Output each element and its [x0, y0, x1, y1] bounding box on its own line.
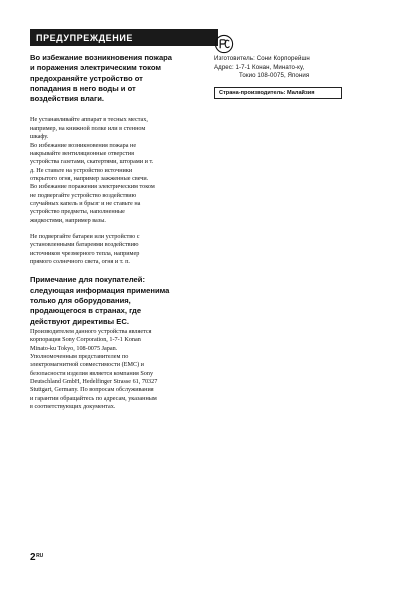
warning-heading-line: воздействия влаги. — [30, 94, 104, 104]
text-line: открытого огня, например зажженные свечи. — [30, 174, 149, 182]
paragraph-manufacturer-eu — [30, 328, 218, 411]
country-of-origin-box: Страна-производитель: Малайзия — [214, 87, 342, 99]
page-number — [30, 552, 43, 563]
manufacturer-address-line: Адрес: 1-7-1 Конан, Минато-ку, — [214, 63, 305, 71]
manufacturer-address-line: Токио 108-0075, Япония — [239, 72, 310, 80]
customer-heading-line: продающегося в странах, где — [30, 306, 142, 316]
warning-heading-line: предохраняйте устройство от — [30, 73, 143, 83]
rst-certification-mark-icon — [214, 34, 234, 54]
text-line: жидкостями, например вазы. — [30, 216, 106, 224]
text-line: безопасности изделия является компания Sony — [30, 369, 154, 377]
paragraph-batteries — [30, 233, 218, 266]
right-column — [214, 34, 364, 99]
warning-header: ПРЕДУПРЕЖДЕНИЕ — [30, 29, 218, 46]
text-line: устройство предметы, наполненные — [30, 208, 125, 216]
paragraph-shock — [30, 183, 218, 225]
text-line: д. Не ставьте на устройство источники — [30, 166, 133, 174]
warning-heading — [30, 53, 218, 104]
warning-heading-line: и поражения электрическим током — [30, 63, 162, 73]
text-line: Производителем данного устройства является — [30, 327, 152, 335]
text-line: Deutschland GmbH, Hedelfinger Strasse 61, 70327 — [30, 377, 158, 385]
text-line: Stuttgart, Germany. По вопросам обслуживания — [30, 386, 154, 394]
language-code: RU — [36, 553, 44, 559]
text-line: Minato-ku Tokyo, 108-0075 Japan. — [30, 344, 118, 352]
text-line: Не устанавливайте аппарат в тесных местах, — [30, 116, 148, 124]
text-line: шкафу. — [30, 133, 49, 141]
manufacturer-line: Изготовитель: Сони Корпорейшн — [214, 55, 310, 62]
text-line: Не подвергайте батареи или устройство с — [30, 232, 140, 240]
text-line: накрывайте вентиляционные отверстия — [30, 149, 134, 157]
customer-heading-line: только для оборудования, — [30, 295, 131, 305]
customer-heading-line: Примечание для покупателей: — [30, 275, 145, 285]
text-line: не подвергайте устройство воздействию — [30, 191, 137, 199]
text-line: и гарантии обращайтесь по адресам, указанным — [30, 394, 157, 402]
text-line: электромагнитной совместимости (EMC) и — [30, 361, 144, 369]
manufacturer-info — [214, 55, 364, 81]
customer-note-heading — [30, 275, 218, 326]
text-line: источников чрезмерного тепла, например — [30, 249, 140, 257]
text-line: например, на книжной полке или в стенном — [30, 124, 146, 132]
text-line: случайных капель и брызг и не ставьте на — [30, 199, 141, 207]
text-line: устройства газетами, скатертями, шторами и т. — [30, 158, 154, 166]
text-line: Во избежание поражения электрическим током — [30, 183, 155, 191]
text-line: корпорация Sony Corporation, 1-7-1 Konan — [30, 336, 141, 344]
warning-heading-line: попадания в него воды и от — [30, 83, 136, 93]
text-line: Уполномоченным представителем по — [30, 352, 129, 360]
paragraph-placement — [30, 116, 218, 141]
customer-heading-line: действуют директивы ЕС. — [30, 316, 129, 326]
paragraph-fire — [30, 142, 218, 184]
customer-heading-line: следующая информация применима — [30, 285, 170, 295]
left-column — [30, 29, 218, 411]
text-line: Во избежание возникновения пожара не — [30, 141, 137, 149]
text-line: прямого солнечного света, огня и т. п. — [30, 257, 130, 265]
text-line: установленными батареями воздействию — [30, 241, 139, 249]
page-number-value: 2 — [30, 552, 36, 563]
text-line: в соответствующих документах. — [30, 402, 116, 410]
warning-heading-line: Во избежание возникновения пожара — [30, 53, 173, 62]
